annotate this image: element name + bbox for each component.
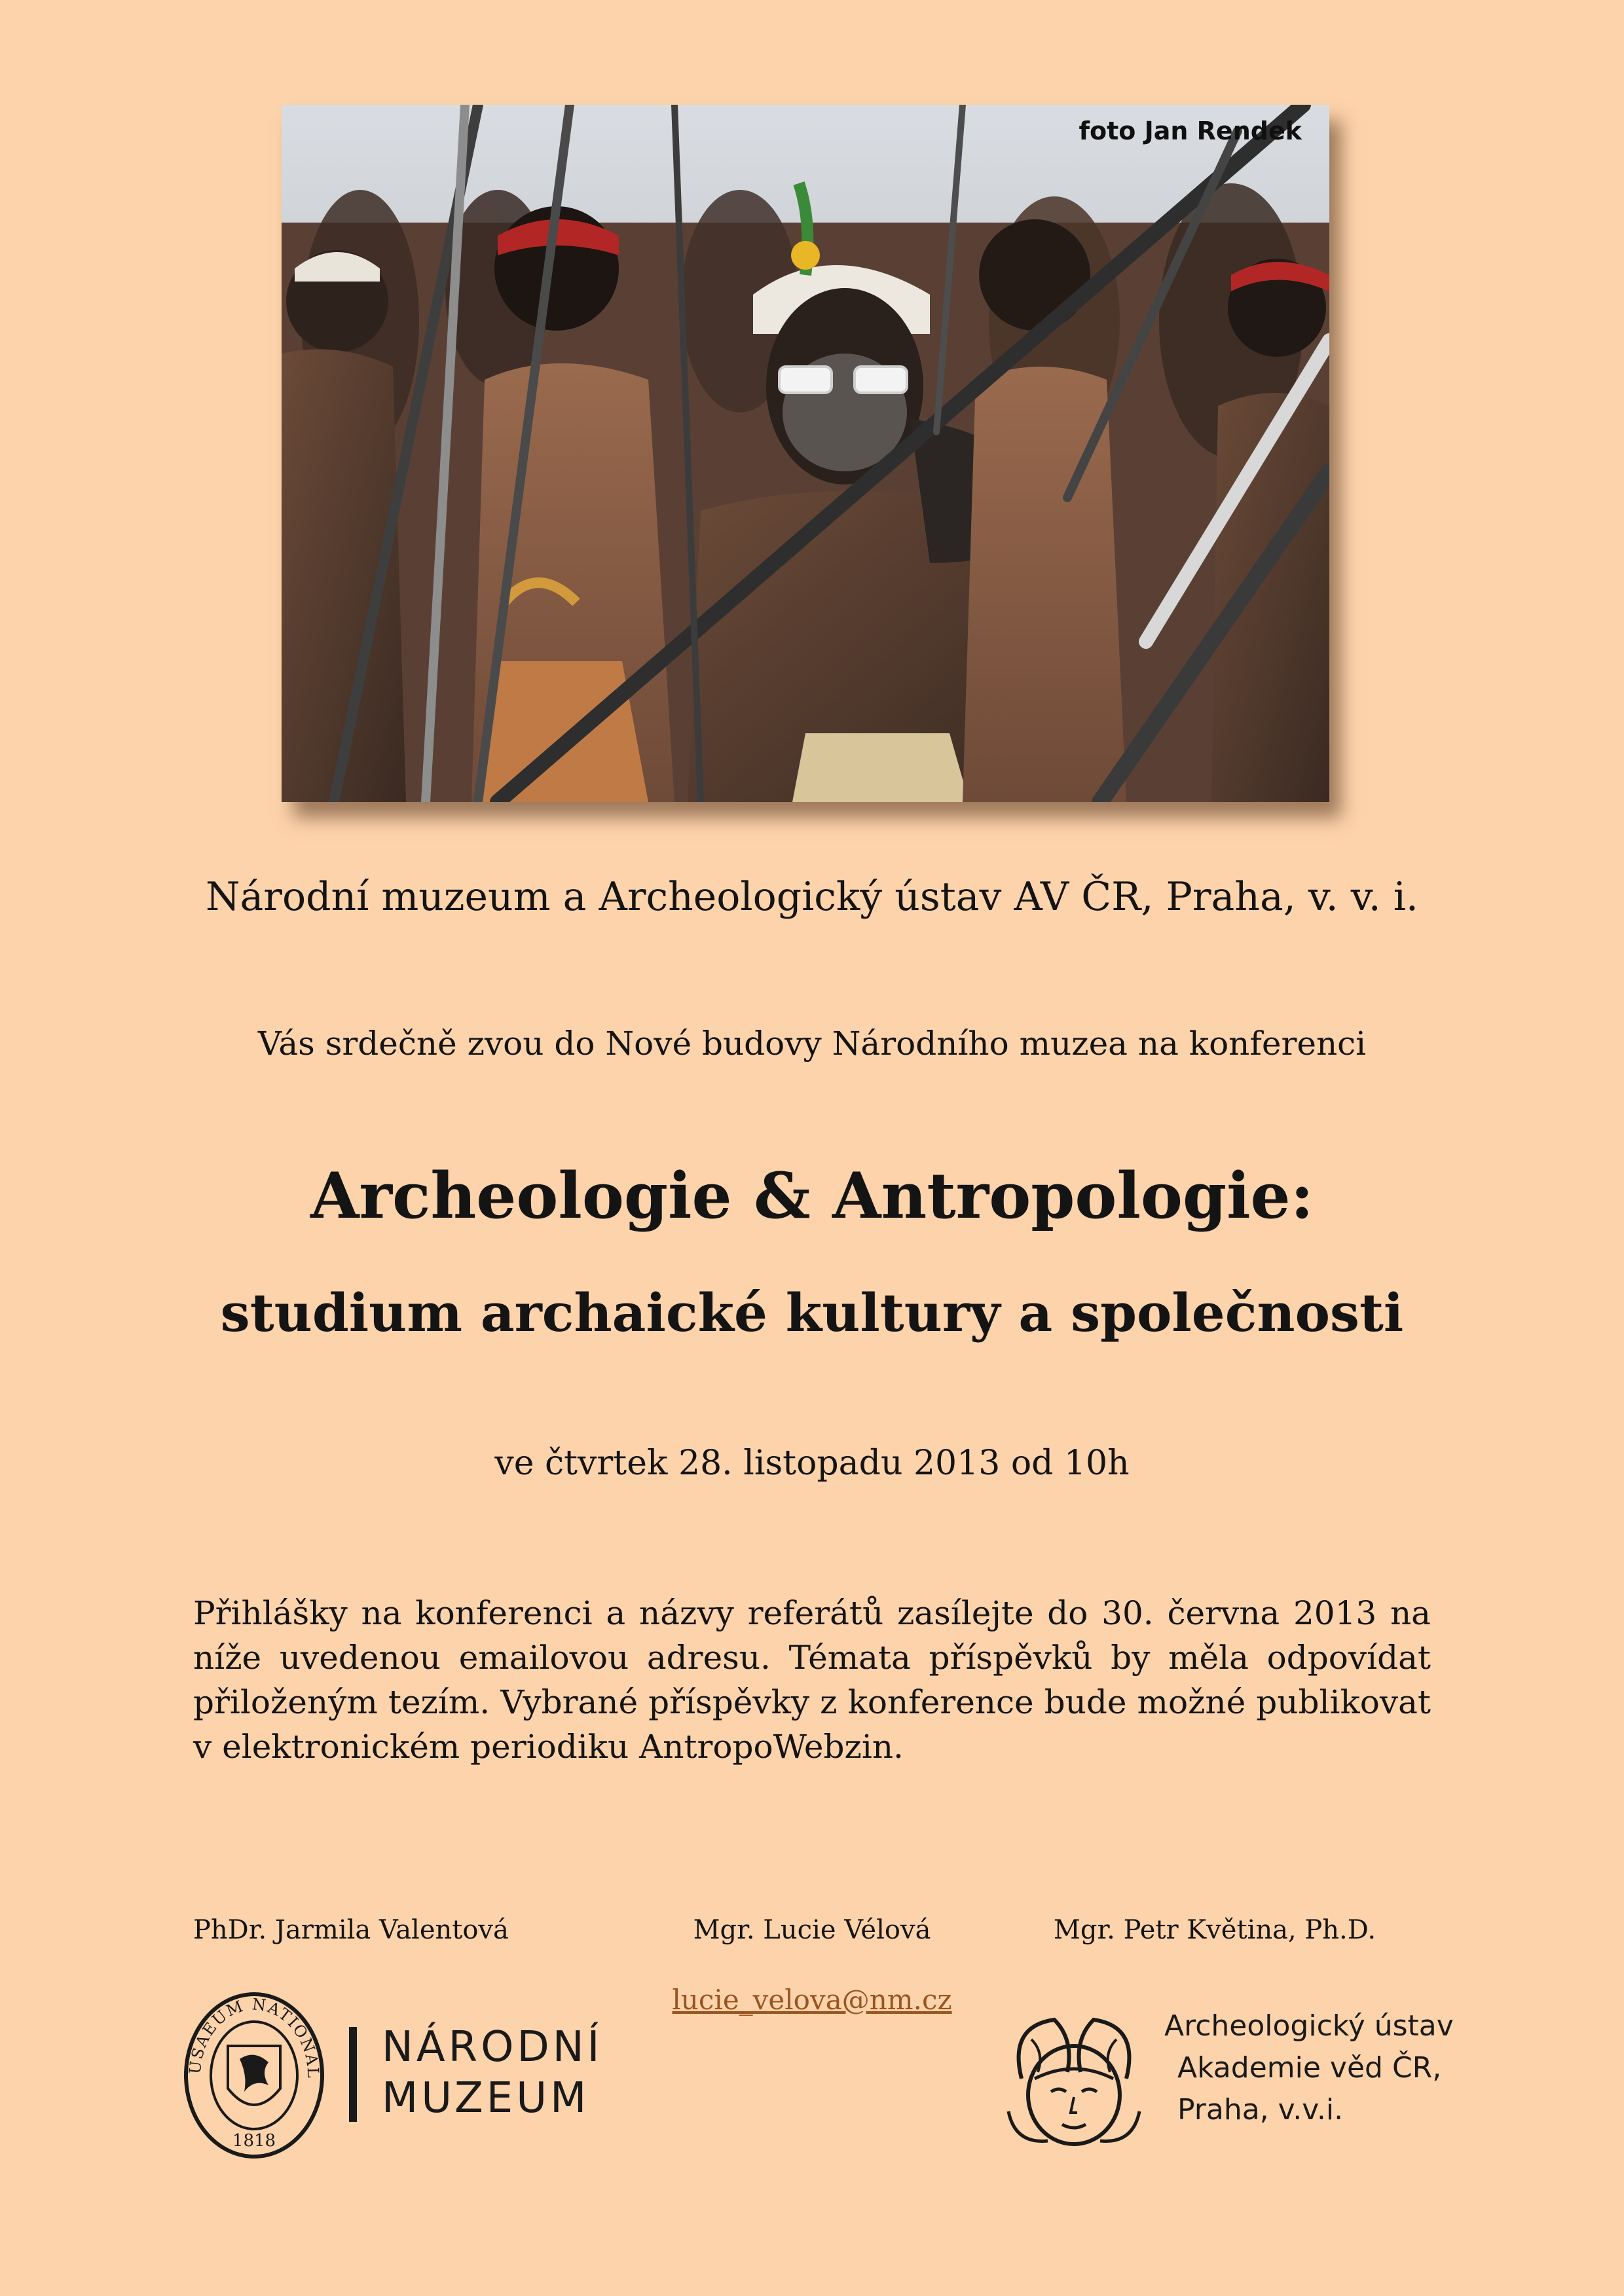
organisers-line: Národní muzeum a Archeologický ústav AV ČR, Praha, v. v. i.: [206, 874, 1418, 920]
institute-line-1: Archeologický ústav: [1164, 2009, 1454, 2043]
seal-year: 1818: [232, 2131, 276, 2151]
wordmark-line-2: MUZEUM: [382, 2074, 590, 2123]
call-for-papers: Přihlášky na konferenci a názvy referátů zasílejte do 30. června 2013 na níže uvedenou emailovou adresu. Témata příspěvků by měla odpovídat přiloženým tezím. Vybrané příspěvky z konference bude možné publikovat v elektronickém periodiku AntropoWebzin.: [193, 1594, 1431, 1766]
contact-email-link[interactable]: lucie_velova@nm.cz: [672, 1984, 952, 2016]
event-photo: [282, 105, 1329, 802]
event-date: ve čtvrtek 28. listopadu 2013 od 10h: [494, 1444, 1130, 1483]
national-museum-seal-logo: [182, 1990, 326, 2163]
organiser-kvetina: Mgr. Petr Květina, Ph.D.: [1053, 1915, 1376, 1945]
archaeological-institute-emblem: [995, 2000, 1153, 2153]
wordmark-line-1: NÁRODNÍ: [382, 2023, 603, 2071]
seal-text: USAEUM NATIONAL: [185, 1995, 323, 2079]
warriors-photo-illustration: [282, 105, 1329, 802]
organiser-velova: Mgr. Lucie Vélová: [693, 1915, 931, 1945]
organiser-valentova: PhDr. Jarmila Valentová: [193, 1915, 509, 1945]
photo-credit: foto Jan Rendek: [1079, 117, 1302, 145]
invitation-line: Vás srdečně zvou do Nové budovy Národního muzea na konferenci: [257, 1025, 1367, 1063]
institute-line-2: Akademie věd ČR,: [1177, 2051, 1442, 2085]
archaeological-institute-name: [1164, 2005, 1454, 2131]
logo-divider-bar: [349, 2027, 357, 2122]
institute-line-3: Praha, v.v.i.: [1177, 2093, 1344, 2126]
conference-subtitle: studium archaické kultury a společnosti: [220, 1282, 1404, 1343]
conference-title: Archeologie & Antropologie:: [310, 1159, 1314, 1233]
national-museum-wordmark: [382, 2022, 603, 2124]
